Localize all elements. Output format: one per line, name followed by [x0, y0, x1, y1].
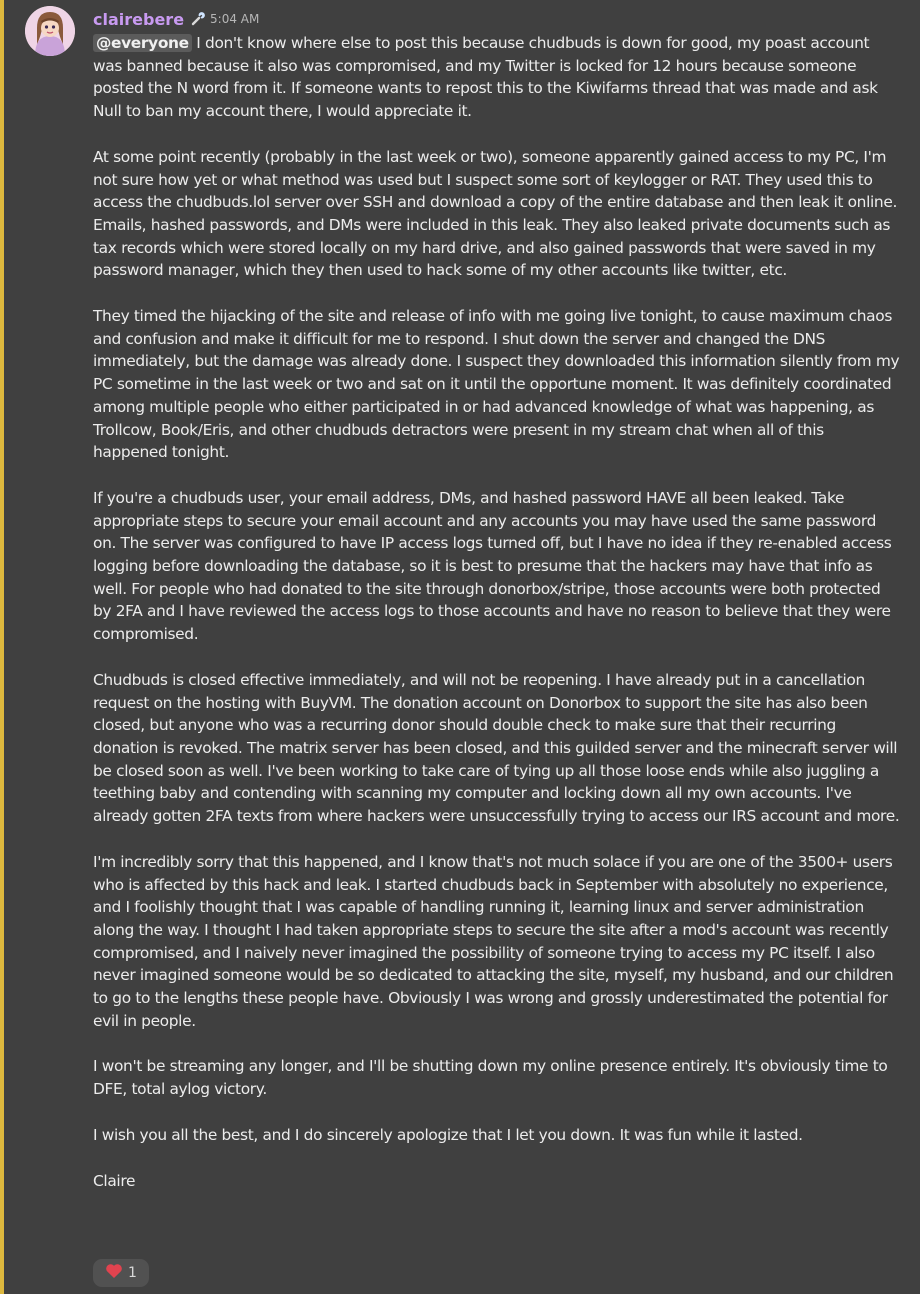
wrench-icon [189, 10, 207, 28]
username[interactable]: clairebere [93, 9, 185, 29]
avatar-image [25, 6, 75, 56]
message-content [93, 32, 901, 1192]
message-paragraph: I'm incredibly sorry that this happened, and I know that's not much solace if you are one of the 3500+ users who is affected by this hack and leak. I started chudbuds back in September with absolutely no experience, and I foolishly thought that I was capable of handling running it, learning linux and server administration along the way. I thought I had taken appropriate steps to secure the site after a mod's account was recently compromised, and I naively never imagined the possibility of someone trying to access my PC itself. I also never imagined someone would be so dedicated to attacking the site, myself, my husband, and our children to go to the lengths these people have. Obviously I was wrong and grossly underestimated the potential for evil in people. [93, 852, 894, 1030]
heart-reaction[interactable] [93, 1259, 149, 1287]
message-paragraph: I wish you all the best, and I do sincerely apologize that I let you down. It was fun while it lasted. [93, 1125, 803, 1144]
message-paragraph: I won't be streaming any longer, and I'll be shutting down my online presence entirely. It's obviously time to DFE, total aylog victory. [93, 1057, 888, 1099]
message-paragraph: At some point recently (probably in the last week or two), someone apparently gained access to my PC, I'm not sure how yet or what method was used but I suspect some sort of keylogger or RAT. They used this to access the chudbuds.lol server over SSH and download a copy of the entire database and then leak it online. Emails, hashed passwords, and DMs were included in this leak. They also leaked private documents such as tax records which were stored locally on my hard drive, and also gained passwords that were saved in my password manager, which they then used to hack some of my other accounts like twitter, etc. [93, 147, 898, 280]
message-paragraph: If you're a chudbuds user, your email address, DMs, and hashed password HAVE all been leaked. Take appropriate steps to secure your email account and any accounts you may have used the same password on. The server was configured to have IP access logs turned off, but I have no idea if they re-enabled access logging before downloading the database, so it is best to presume that the hackers may have that info as well. For people who had donated to the site through donorbox/stripe, those accounts were both protected by 2FA and I have reviewed the access logs to those accounts and have no reason to believe that they were compromised. [93, 488, 892, 644]
heart-icon [105, 1263, 123, 1283]
everyone-mention[interactable]: @everyone [93, 34, 192, 52]
reaction-count: 1 [128, 1265, 137, 1281]
message-signature: Claire [93, 1171, 136, 1190]
message-paragraph [93, 32, 901, 123]
timestamp: 5:04 AM [210, 12, 260, 26]
message-paragraph: They timed the hijacking of the site and release of info with me going live tonight, to cause maximum chaos and confusion and make it difficult for me to respond. I shut down the server and changed the DNS immediately, but the damage was already done. I suspect they downloaded this information silently from my PC sometime in the last week or two and sat on it until the opportune moment. It was definitely coordinated among multiple people who either participated in or had advanced knowledge of what was happening, as Trollcow, Book/Eris, and other chudbuds detractors were present in my stream chat when all of this happened tonight. [93, 307, 900, 462]
message-header [93, 9, 259, 29]
message-paragraph: Chudbuds is closed effective immediately, and will not be reopening. I have already put in a cancellation request on the hosting with BuyVM. The donation account on Donorbox to support the site has also been closed, but anyone who was a recurring donor should double check to make sure that their recurring donation is revoked. The matrix server has been closed, and this guilded server and the minecraft server will be closed soon as well. I've been working to take care of tying up all those loose ends while also juggling a teething baby and contending with scanning my computer and locking down all my own accounts. I've already gotten 2FA texts from where hackers were unsuccessfully trying to access our IRS account and more. [93, 670, 900, 826]
paragraph-text: I don't know where else to post this because chudbuds is down for good, my poast account was banned because it also was compromised, and my Twitter is locked for 12 hours because someone posted the N word from it. If someone wants to repost this to the Kiwifarms thread that was made and ask Null to ban my account there, I would appreciate it. [93, 34, 878, 121]
avatar[interactable] [25, 6, 75, 56]
